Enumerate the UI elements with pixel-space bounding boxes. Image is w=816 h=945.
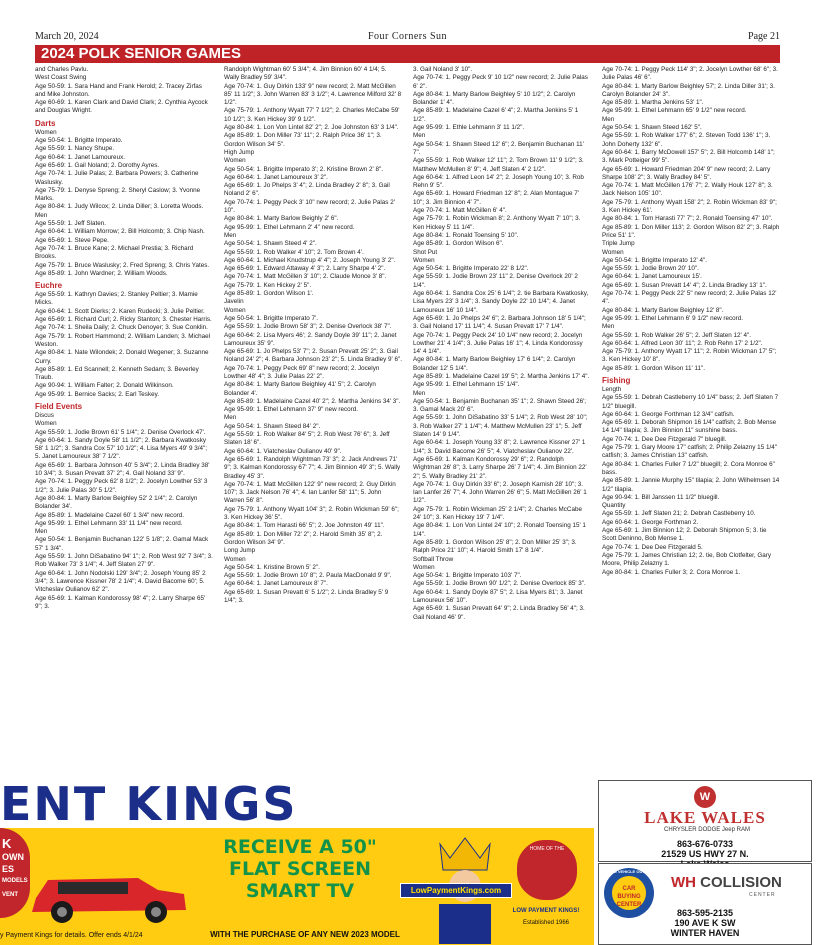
result-line: Age 50-54: 1. Kristine Brown 5' 2". bbox=[224, 563, 320, 571]
dealer-brands: CHRYSLER DODGE Jeep RAM bbox=[664, 827, 750, 833]
result-line: Age 60-64: 1. Joseph Young 33' 8"; 2. Lawrence Kissner 27' 1 1/4"; 3. David Bacome 26' 5"; 4. Viatcheslav Oulianov 22'. bbox=[413, 439, 586, 455]
result-line: Age 55-59: 1. Jodie Brown 20' 10". bbox=[602, 265, 699, 273]
issue-date: March 20, 2024 bbox=[35, 31, 99, 42]
result-line: Triple Jump bbox=[602, 240, 635, 248]
section-heading: Euchre bbox=[35, 281, 63, 291]
result-line: Randolph Wightman 60' 5 3/4"; 4. Jim Binnion 60' 4 1/4; 5. Wally Bradley 59' 3/4". bbox=[224, 66, 387, 82]
result-line: Age 65-69: 1. Susan Prevatt 14' 4"; 2. Linda Bradley 13' 1". bbox=[602, 281, 767, 289]
result-line: Age 50-54: 1. Benjamin Buchanan 35' 1"; 2. Shawn Steed 26'; 3. Gamal Mack 20' 6". bbox=[413, 397, 587, 414]
result-line: Age 65-69: 1. Howard Friedman 12' 8"; 2. Alan Montague 7' 10"; 3. Jim Binnion 4' 7". bbox=[413, 190, 580, 206]
result-line: Age 95-99: 1. Ethel Lehmann 2' 4" new record. bbox=[224, 223, 355, 231]
result-line: Age 80-84: 1. Marty Barlow Beighley 41' 5"; 2. Carolyn Bolander 4'. bbox=[224, 381, 376, 397]
result-line: Age 65-69: 1. Susan Prevatt 64' 9"; 2. Linda Bradley 56' 4"; 3. Gail Noland 46' 9". bbox=[413, 605, 585, 621]
badge-line-5: VENT bbox=[2, 892, 19, 898]
result-line: Men bbox=[602, 115, 615, 123]
result-line: Age 55-59: 1. Rob Walker 4' 10"; 2. Tom Brown 4'. bbox=[224, 248, 364, 256]
result-line: Age 85-89: 1. Madelaine Cazel 6' 4"; 2. Martha Jenkins 5' 1 1/2". bbox=[413, 107, 579, 123]
result-line: Length bbox=[602, 385, 622, 393]
offer-condition: WITH THE PURCHASE OF ANY NEW 2023 MODEL bbox=[210, 930, 400, 939]
result-line: Age 85-89: 1. Jannie Murphy 15" tilapia; 2. John Wilhelmsen 14 1/2" tilapia. bbox=[602, 477, 780, 493]
result-line: Age 55-59: 1. Rob Walker 12' 11"; 2. Tom Brown 11' 9 1/2"; 3. Matthew McMullen 8' 9"; 4. Jeff Slaten 4' 2 1/2". bbox=[413, 157, 584, 173]
result-line: Age 50-54: 1. Brigitte Imperato 3'; 2. Kristine Brown 2' 8". bbox=[224, 165, 383, 173]
result-line: Age 50-54: 1. Brigitte Imperato 22' 8 1/2". bbox=[413, 265, 529, 273]
result-line: Age 70-74: 1. Guy Dirkin 133' 9" new record; 2. Matt McGillen 85' 11 1/2"; 3. John Warren 83' 3 1/2"; 4. Lawrence Milford 32' 8 1/2". bbox=[224, 82, 402, 107]
badge-line-4: MODELS bbox=[2, 878, 28, 884]
result-line: Age 50-54: 1. Shawn Steed 162' 5". bbox=[602, 124, 702, 132]
section-heading: Darts bbox=[35, 118, 56, 128]
section-heading: Field Events bbox=[35, 401, 83, 411]
result-line: Age 55-59: 1. Jodie Brown 90' 1/2"; 2. Denise Overlock 85' 3". bbox=[413, 580, 586, 588]
result-line: Softball Throw bbox=[413, 555, 454, 563]
result-line: Age 60-64: 1. Scott Dierks; 2. Karen Rudecki; 3. Julie Peltier. bbox=[35, 307, 205, 315]
result-line: Age 65-69: 1. Kalman Kondorossy 29' 6"; 2. Randolph Wightman 26' 8"; 3. Larry Sharpe 26' 7 1/4"; 4. Jim Binnion 22' 2"; 5. Wally Bradley 21' 2". bbox=[413, 455, 587, 480]
result-line: Men bbox=[413, 132, 426, 140]
result-line: Age 85-89: 1. Gordon Wilson 1'. bbox=[224, 290, 314, 298]
result-line: Men bbox=[224, 414, 237, 422]
section-heading: Fishing bbox=[602, 375, 631, 385]
result-line: Age 55-59: 1. Rob Walker 84' 5"; 2. Rob West 76' 6"; 3. Jeff Slaten 18' 6". bbox=[224, 431, 390, 447]
dealer-address: 21529 US HWY 27 N. bbox=[661, 849, 749, 859]
collision-name bbox=[671, 874, 782, 891]
result-line: Age 60-64: 1. Sandy Doyle 58' 11 1/2"; 2. Barbara Kwatkosky 58' 1 1/2"; 3. Sandra Cox 57' 10 1/2"; 4. Lisa Myers 49' 9 3/4"; 5. Janet Lamoureux 38' 7 1/2". bbox=[35, 436, 208, 461]
collision-city: WINTER HAVEN bbox=[670, 928, 740, 938]
result-line: Age 75-79: 1. Denyse Spreng; 2. Sheryl Caslow; 3. Yvonne Marks. bbox=[35, 186, 201, 203]
result-line: Age 55-59: 1. Jodie Brown 10' 8"; 2. Paula MacDonald 9' 9". bbox=[224, 572, 392, 580]
result-line: Age 55-59: 1. Nancy Shupe. bbox=[35, 145, 115, 153]
result-line: Age 70-74: 1. Matt McGillen 176' 7"; 2. Wally Houk 127' 8"; 3. Jack Nelson 105' 10". bbox=[602, 182, 773, 198]
result-line: Age 85-89: 1. John Wardner; 2. William Woods. bbox=[35, 269, 168, 277]
ad-header-strip bbox=[0, 780, 594, 831]
result-line: Age 70-74: 1. Matt McGillen 122' 9" new record; 2. Guy Dirkin 107'; 3. Jack Nelson 76' 4"; 4. Ian Lanfer 58' 11"; 5. John Warren 56' 8". bbox=[224, 480, 396, 505]
result-line: Age 70-74: 1. Peggy Peck 22' 5" new record; 2. Julie Palas 12' 4". bbox=[602, 290, 777, 306]
result-line: Women bbox=[413, 563, 435, 571]
result-line: Age 85-89: 1. Gordon Wilson 6". bbox=[413, 240, 504, 248]
result-line: Women bbox=[224, 157, 246, 165]
result-line: Quantity bbox=[602, 502, 626, 510]
banner-title: 2024 POLK SENIOR GAMES bbox=[41, 45, 242, 62]
result-line: Age 70-74: 1. Peggy Peck 24' 10 1/4" new record; 2. Jocelyn Lowther 21' 4 1/4"; 3. Julie Palas 16' 1"; 4. Linda Kondorossy 14' 4 1/4". bbox=[413, 331, 583, 356]
result-line: Age 55-59: 1. John DiSabatino 33' 5 1/4"; 2. Rob West 28' 10"; 3. Rob Walker 27' 1 1/4"; 4. Matthew McMullen 23' 1"; 5. Jeff Slaten 14' 9 1/4". bbox=[413, 414, 588, 439]
ad-headline: ENT KINGS bbox=[0, 780, 298, 831]
page-number: Page 21 bbox=[748, 31, 780, 42]
ad-fine-print: y Payment Kings for details. Offer ends 4/1/24 bbox=[0, 932, 143, 939]
result-line: Age 80-84: 1. Judy Wilcox; 2. Linda Diller; 3. Loretta Woods. bbox=[35, 203, 204, 211]
result-line: Age 50-54: 1. Benjamin Buchanan 122' 5 1/8"; 2. Gamal Mack 57' 1 3/4". bbox=[35, 536, 209, 552]
red-jeep-icon bbox=[28, 866, 190, 926]
result-line: Women bbox=[224, 306, 246, 314]
result-line: Age 80-84: 1. Lon Von Lintel 24' 10"; 2. Ronald Toensing 15' 1 1/4". bbox=[413, 522, 586, 538]
result-line: Age 65-69: 1. Edward Attaway 4' 3"; 2. Larry Sharpe 4' 2". bbox=[224, 265, 386, 273]
result-line: Age 55-59: 1. John DiSabatino 94' 1"; 2. Rob West 92' 7 3/4"; 3. Rob Walker 73' 3 1/4"; 4. Jeff Slaten 27' 9". bbox=[35, 553, 213, 569]
result-line: Age 80-84: 1. Ronald Toensing 5' 10". bbox=[413, 231, 519, 239]
result-line: Age 80-84: 1. Nate Wilondek; 2. Donald Wegener; 3. Suzanne Curry. bbox=[35, 349, 209, 365]
result-line: Age 65-69: 1. Steve Pepe. bbox=[35, 236, 109, 244]
result-line: Age 80-84: 1. Marty Barlow Beighley 5' 10 1/2"; 2. Carolyn Bolander 1' 4". bbox=[413, 90, 576, 107]
result-line: Age 55-59: 1. Jodie Brown 23' 11" 2. Denise Overlock 20' 2 1/4". bbox=[413, 273, 578, 289]
result-line: Long Jump bbox=[224, 547, 256, 555]
result-line: Shot Put bbox=[413, 248, 438, 256]
result-line: Age 60-64: 1. Sandra Cox 25' 6 1/4"; 2. tie Barbara Kwatkosky, Lisa Myers 23' 3 1/4"; 3. Sandy Doyle 22' 10 1/4"; 4. Janet Lamoureux 16' 10 1/4". bbox=[413, 290, 589, 314]
result-line: Age 70-74: 1. Peggy Peck 9' 10 1/2" new record; 2. Julie Palas 6' 2". bbox=[413, 74, 588, 90]
result-line: Age 55-59: 1. Debrah Castleberry 10 1/4" bass; 2. Jeff Slaten 7 1/2" bluegill. bbox=[602, 394, 779, 410]
website-link[interactable]: LowPaymentKings.com bbox=[400, 883, 512, 898]
result-line: Age 95-99: 1. Ethel Lehmann 65' 9 1/2" new record. bbox=[602, 107, 747, 115]
column-1 bbox=[35, 66, 213, 756]
result-line: Age 50-59: 1. Sara Hand and Frank Herold; 2. Tracey Zirfas and Mike Johnston. bbox=[35, 82, 202, 98]
result-line: Age 95-99: 1. Ethel Lehmann 15' 1/4". bbox=[413, 381, 520, 389]
result-line: Age 70-74: 1. Matt McGillen 3' 10"; 2. Claude Monce 3' 8". bbox=[224, 273, 387, 281]
result-line: Age 70-74: 1. Peggy Peck 69' 8" new record; 2. Jocelyn Lowther 48' 4"; 3. Julie Palas 22' 2". bbox=[224, 364, 380, 380]
result-line: Age 65-69: 1. Barbara Johnson 40' 5 3/4"; 2. Linda Bradley 38' 10 3/4"; 3. Susan Prevatt 37' 2"; 4. Gail Noland 33' 9". bbox=[35, 461, 210, 478]
result-line: Age 80-84: 1. Charles Fuller 3; 2. Cora Monroe 1. bbox=[602, 568, 741, 576]
result-line: Age 75-79: 1. Robin Wickman 25' 2 1/4"; 2. Charles McCabe 24' 10"; 3. Ken Hickey 19' 7 1/4". bbox=[413, 505, 582, 522]
result-line: Age 70-74: 1. Julie Palas; 2. Barbara Powers; 3. Catherine Waslusky. bbox=[35, 170, 199, 186]
seal-outer-text: USED VEHICLE OUTLET bbox=[605, 869, 653, 874]
result-line: Age 60-64: 1. John Nodolski 129' 3/4"; 2. Joseph Young 85' 2 3/4"; 3. Lawrence Kissner 78' 2 1/4"; 4. David Bacome 60'; 5. Vitcheslav Oulianov 62' 2". bbox=[35, 569, 206, 594]
result-line: Age 70-74: 1. Sheila Daily; 2. Chuck Denoyer; 3. Sue Conklin. bbox=[35, 324, 208, 332]
result-line: Men bbox=[224, 231, 237, 239]
low-payment-kings-ad[interactable] bbox=[0, 780, 594, 945]
column-4 bbox=[602, 66, 780, 756]
collision-contact bbox=[599, 908, 811, 938]
result-line: Age 75-79: 1. Robin Wickman 8'; 2. Anthony Wyatt 7' 10"; 3. Ken Hickey 5' 11 1/4". bbox=[413, 215, 581, 231]
result-line: Age 85-89: 1. Madelaine Cazel 60' 1 3/4" new record. bbox=[35, 511, 185, 519]
wh-collision-ad[interactable] bbox=[598, 863, 812, 945]
result-line: Age 50-54: 1. Brigitte Imperato 103' 7". bbox=[413, 572, 522, 580]
section-banner bbox=[35, 45, 780, 63]
result-line: Javelin bbox=[224, 298, 244, 306]
seal-inner-text: CAR BUYING CENTER bbox=[612, 876, 646, 910]
result-line: Age 80-84: 1. Charles Fuller 7 1/2" bluegill; 2. Cora Monroe 6" bass. bbox=[602, 460, 775, 476]
collision-center-label: CENTER bbox=[749, 892, 776, 898]
collision-name-word: COLLISION bbox=[700, 874, 782, 891]
result-line: Men bbox=[35, 211, 48, 219]
result-line: Age 65-69: 1. Richard Curl; 2. Ricky Stanton; 3. Chester Harris. bbox=[35, 316, 212, 324]
result-line: 3. Gail Noland 3' 10". bbox=[413, 66, 473, 73]
result-line: Women bbox=[35, 420, 57, 428]
result-line: Age 60-64: 1. Janet Lamoureux. bbox=[35, 153, 125, 161]
result-line: Age 95-99: 1. Ethel Lehmann 33' 11 1/4" new record. bbox=[35, 519, 183, 527]
result-line: Men bbox=[413, 389, 426, 397]
result-line: Age 55-59: 1. Rob Walker 177' 6"; 2. Steven Todd 136' 1"; 3. John Doherty 132' 6". bbox=[602, 132, 771, 148]
result-line: Age 80-84: 1. Tom Harasti 66' 5"; 2. Joe Johnston 49' 11". bbox=[224, 522, 385, 530]
result-line: Men bbox=[35, 528, 48, 536]
results-columns bbox=[35, 66, 780, 756]
result-line: Age 50-54: 1. Brigitte Imperato. bbox=[35, 137, 123, 145]
result-line: Age 65-69: 1. Jim Binnion 12; 2. Deborah Shipmon 5; 3. tie Scott Deninno, Bob Mense 1. bbox=[602, 527, 767, 543]
result-line: Age 70-74: 1. Peggy Peck 3' 10" new record; 2. Julie Palas 2' 10". bbox=[224, 198, 395, 215]
result-line: Age 55-59: 1. Jodie Brown 58' 3"; 2. Denise Overlock 38' 7". bbox=[224, 323, 392, 331]
result-line: Age 70-74: 1. Guy Dirkin 33' 6"; 2. Joseph Karnish 28' 10"; 3. Ian Lanfer 26' 7"; 4. John Warren 26' 6"; 5. Matt McGillen 26' 1 1/2". bbox=[413, 480, 587, 505]
result-line: Age 75-79: 1. Anthony Wyatt 77' 7 1/2"; 2. Charles McCabe 59' 10 1/2"; 3. Ken Hickey 39' 9 1/2". bbox=[224, 107, 400, 123]
badge-line-3: ES bbox=[2, 864, 15, 874]
result-line: Age 85-89: 1. Madelaine Cazel 40' 2"; 2. Martha Jenkins 34' 3". bbox=[224, 397, 401, 405]
result-line: Age 60-69: 1. Karen Clark and David Clark; 2. Cynthia Aycock and Douglas Wright. bbox=[35, 99, 208, 115]
result-line: Age 55-59: 1. Jodie Brown 61' 5 1/4"; 2. Denise Overlock 47'. bbox=[35, 428, 206, 436]
result-line: Age 85-89: 1. Ed Scannell; 2. Kenneth Sedam; 3. Beverley Traub. bbox=[35, 365, 199, 382]
result-line: Age 55-59: 1. Jeff Slaten 21; 2. Debrah Castleberry 10. bbox=[602, 510, 756, 518]
dealer-name: LAKE WALES bbox=[644, 808, 766, 827]
collision-address: 190 AVE K SW bbox=[674, 918, 736, 928]
result-line: Age 80-84: 1. Marty Barlow Beighley 12' 8". bbox=[602, 306, 724, 314]
result-line: Age 60-64: 1. Viatcheslav Oulianov 40' 9". bbox=[224, 447, 342, 455]
lake-wales-logo-icon: W bbox=[694, 786, 716, 808]
result-line: Age 65-69: 1. Susan Prevatt 6' 5 1/2"; 2. Linda Bradley 5' 9 1/4"; 3. bbox=[224, 588, 389, 604]
result-line: Age 95-99: 1. Ethel Lehmann 6' 9 1/2" new record. bbox=[602, 314, 744, 322]
result-line: Age 70-74: 1. Dee Dee Fitzgerald 5. bbox=[602, 543, 703, 551]
result-line: Age 85-89: 1. Don Miller 73' 11"; 2. Ralph Price 36' 1"; 3. Gordon Wilson 34' 5". bbox=[224, 132, 382, 148]
result-line: Age 50-54: 1. Brigitte Imperato 7'. bbox=[224, 314, 318, 322]
collision-phone[interactable]: 863-595-2135 bbox=[676, 908, 734, 918]
result-line: Age 75-79: 1. Robert Hammond; 2. William Landen; 3. Michael Weston. bbox=[35, 332, 211, 348]
result-line: Age 65-69: 1. Gail Noland; 2. Dorothy Ayres. bbox=[35, 161, 160, 169]
result-line: Age 70-74: 1. Peggy Peck 62' 8 1/2"; 2. Jocelyn Lowther 53' 3 1/2"; 3. Julie Palas 30' 5 1/2". bbox=[35, 478, 208, 494]
column-2 bbox=[224, 66, 402, 756]
result-line: Age 95-99: 1. Ethle Lehmann 3' 11 1/2". bbox=[413, 124, 525, 132]
result-line: Age 85-89: 1. Don Miller 113'; 2. Gordon Wilson 82' 2"; 3. Ralph Price 51' 1". bbox=[602, 223, 780, 239]
result-line: Age 80-84: 1. Lon Von Lintel 82' 2"; 2. Joe Johnston 63' 3 1/4". bbox=[224, 124, 399, 132]
result-line: Age 95-99: 1. Bernice Sacks; 2. Earl Teskey. bbox=[35, 390, 160, 398]
result-line: Age 60-64: 1. Alfred Leon 14' 2"; 2. Joseph Young 10'; 3. Rob Rehn 9' 5". bbox=[413, 173, 584, 190]
result-line: Age 85-89: 1. Don Miller 72' 2"; 2. Harold Smith 35' 8"; 2. Gordon Wilson 34' 9". bbox=[224, 530, 383, 546]
result-line: Age 85-89: 1. Martha Jenkins 53' 1". bbox=[602, 99, 704, 107]
side-ads bbox=[598, 780, 816, 945]
result-line: Age 50-54: 1. Shawn Steed 84' 2". bbox=[224, 422, 321, 430]
result-line: Age 70-74: 1. Dee Dee Fitzgerald 7" bluegill. bbox=[602, 435, 727, 443]
result-line: Age 60-64: 1. George Forthman 12 3/4" catfish. bbox=[602, 410, 735, 418]
result-line: Discus bbox=[35, 411, 54, 419]
result-line: Age 60-64: 1. Alfred Leon 30' 11"; 2. Rob Rehn 17' 2 1/2". bbox=[602, 339, 763, 347]
result-line: Age 60-64: 2. Lisa Myers 46'; 2. Sandy Doyle 39' 11"; 2. Janet Lamoureux 35' 9". bbox=[224, 331, 397, 347]
result-line: Age 80-84: 1. Marty Barlow Beighly 2' 6". bbox=[224, 215, 339, 223]
result-line: Women bbox=[224, 555, 246, 563]
result-line: Age 60-64: 1. Janet Lamoureux 15'. bbox=[602, 273, 702, 281]
result-line: Age 75-79: 1. Anthony Wyatt 158' 2"; 2. Robin Wickman 83' 9"; 3. Ken Hickey 61'. bbox=[602, 198, 777, 215]
result-line: Age 75-79: 1. Ken Hickey 2' 5". bbox=[224, 281, 312, 289]
result-line: Age 50-54: 1. Shawn Steed 12' 6"; 2. Benjamin Buchanan 11' 7". bbox=[413, 140, 584, 156]
column-3 bbox=[413, 66, 591, 756]
result-line: Age 55-59: 1. Rob Walker 26' 5"; 2. Jeff Slaten 12' 4". bbox=[602, 331, 751, 339]
result-line: Age 60-64: 1. Sandy Doyle 87' 5"; 2. Lisa Myers 81'; 3. Janet Lamoureux 56' 10". bbox=[413, 588, 583, 604]
result-line: Age 70-74: 1. Peggy Peck 114' 3"; 2. Jocelyn Lowther 68' 6"; 3. Julie Palas 46' 6". bbox=[602, 66, 778, 82]
result-line: Age 65-69: 1. Jo Phelps 53' 7"; 2. Susan Prevatt 25' 2"; 3. Gail Noland 24' 2"; 4. Barbara Johnson 23' 2"; 5. Linda Bradley 9' 6". bbox=[224, 348, 402, 364]
result-line: Age 95-99: 1. Ethel Lehmann 37' 9" new record. bbox=[224, 406, 359, 414]
result-line: Age 75-79: 1. James Christian 12; 2. tie, Bob Clotfelter, Gary Moore, Philip Zelazny 1. bbox=[602, 551, 772, 568]
result-line: Women bbox=[602, 248, 624, 256]
dealer-phone[interactable]: 863-676-0733 bbox=[676, 839, 734, 849]
result-line: Age 65-69: 1. Howard Friedman 204' 9" new record; 2. Larry Sharpe 108' 2"; 3. Wally Bradley 84' 5". bbox=[602, 165, 771, 181]
result-line: Age 65-69: 1. Deborah Shipmon 16 1/4" catfish; 2. Bob Mense 14 1/4" tilapia; 3. Jim Binnion 11" sunshine bass. bbox=[602, 419, 777, 435]
result-line: Age 65-69: 1. Jo Phelps 3' 4"; 2. Linda Bradley 2' 8"; 3. Gail Noland 2' 6". bbox=[224, 182, 390, 198]
result-line: Age 75-79: 1. Anthony Wyatt 17' 11"; 2. Robin Wickman 17' 5"; 3. Ken Hickey 10' 8". bbox=[602, 348, 777, 364]
result-line: Age 90-94: 1. Bill Janssen 11 1/2" bluegill. bbox=[602, 493, 720, 501]
result-line: High Jump bbox=[224, 148, 255, 156]
result-line: Age 85-89: 1. Madelaine Cazel 19' 5"; 2. Martha Jenkins 17' 4". bbox=[413, 372, 590, 380]
result-line: Age 65-69: 1. Kalman Kondorossy 98' 4"; 2. Larry Sharpe 65' 9"; 3. bbox=[35, 594, 206, 610]
result-line: Age 60-64: 1. Janet Lamoureux 8' 7". bbox=[224, 580, 328, 588]
result-line: Age 90-94: 1. William Falter; 2. Donald Wilkinson. bbox=[35, 382, 174, 390]
result-line: Age 70-74: 1. Bruce Kane; 2. Michael Prestia; 3. Richard Brooks. bbox=[35, 244, 194, 261]
result-line: Age 60-64: 1. Barry McDowell 157' 5"; 2. Bill Holcomb 148' 1"; 3. Mark Potteiger 99' 5". bbox=[602, 148, 775, 165]
result-line: Age 60-64: 1. George Forthman 2. bbox=[602, 518, 699, 526]
result-line: Women bbox=[413, 256, 435, 264]
result-line: Age 75-79: 1. Bruce Waslusky; 2. Fred Spreng; 3. Chris Yates. bbox=[35, 261, 210, 269]
result-line: Age 60-64: 1. Michael Knudstrup 4' 4"; 2. Joseph Young 3' 2". bbox=[224, 256, 396, 264]
result-line: and Charles Pavlu. bbox=[35, 66, 89, 73]
newspaper-name: Four Corners Sun bbox=[367, 31, 448, 42]
result-line: Age 50-54: 1. Shawn Steed 4' 2". bbox=[224, 240, 317, 248]
seal-top-text: HOME OF THE bbox=[529, 846, 565, 852]
result-line: Age 80-84: 1. Marty Barlow Beighley 52' 2 1/4"; 2. Carolyn Bolander 34'. bbox=[35, 494, 198, 511]
result-line: Age 60-64: 1. Janet Lamoureux 3' 2". bbox=[224, 173, 328, 181]
masthead bbox=[35, 30, 780, 44]
result-line: Age 80-84: 1. Marty Barlow Beighley 57'; 2. Linda Diller 31'; 3. Carolyn Bolander 24' 3". bbox=[602, 82, 775, 98]
result-line: Age 85-89: 1. Gordon Wilson 25' 8"; 2. Don Miller 25' 3"; 3. Ralph Price 21' 10"; 4. Harold Smith 17' 8 1/4". bbox=[413, 538, 577, 555]
red-badge bbox=[0, 828, 30, 918]
result-line: Age 75-79: 1. Gary Moore 17" catfish; 2. Philip Zelazny 15 1/4" catfish; 3. James Christian 13" catfish. bbox=[602, 444, 777, 460]
badge-line-2: OWN bbox=[2, 852, 24, 862]
home-of-kings-seal bbox=[515, 838, 579, 902]
result-line: Age 65-69: 1. Jo Phelps 24' 6"; 2. Barbara Johnson 18' 5 1/4"; 3. Gail Noland 17' 11 1/4"; 4. Susan Prevatt 17' 7 1/4". bbox=[413, 314, 586, 331]
result-line: Men bbox=[602, 323, 615, 331]
established-text: Established 1966 bbox=[522, 920, 570, 926]
badge-line-1: K bbox=[2, 836, 12, 851]
lake-wales-dealer-ad[interactable] bbox=[598, 780, 812, 862]
result-line: Age 80-84: 1. Marty Barlow Beighley 17' 6 1/4"; 2. Carolyn Bolander 12' 5 1/4". bbox=[413, 356, 576, 372]
result-line: Age 70-74: 1. Matt McGillen 6' 4". bbox=[413, 207, 507, 215]
result-line: Women bbox=[35, 128, 57, 136]
collision-name-wh: WH bbox=[671, 874, 696, 891]
result-line: Age 50-54: 1. Brigitte Imperato 12' 4". bbox=[602, 256, 707, 264]
result-line: Age 75-79: 1. Anthony Wyatt 104' 3"; 2. Robin Wickman 59' 6"; 3. Ken Hickey 36' 5". bbox=[224, 505, 399, 522]
result-line: Age 55-59: 1. Kathryn Davies; 2. Stanley Peltier; 3. Mamie Micks. bbox=[35, 291, 198, 307]
result-line: Age 85-89: 1. Gordon Wilson 11' 11". bbox=[602, 364, 705, 372]
result-line: Age 80-84: 1. Tom Harasti 77' 7"; 2. Ronald Toensing 47' 10". bbox=[602, 215, 773, 223]
result-line: Age 55-59: 1. Jeff Slaten. bbox=[35, 220, 106, 228]
offer-headline: RECEIVE A 50" FLAT SCREEN SMART TV bbox=[223, 836, 377, 902]
result-line: Age 65-69: 1. Randolph Wightman 73' 3"; 2. Jack Andrews 71' 9"; 3. Kalman Kondorossy 67' 7"; 4. Jim Binnion 49' 3"; 5. Wally Bradley 45' 3". bbox=[224, 455, 401, 480]
result-line: West Coast Swing bbox=[35, 74, 87, 82]
seal-ribbon-text: LOW PAYMENT KINGS! bbox=[512, 908, 580, 914]
result-line: Age 60-64: 1. William Morrow; 2. Bill Holcomb; 3. Chip Nash. bbox=[35, 228, 205, 236]
